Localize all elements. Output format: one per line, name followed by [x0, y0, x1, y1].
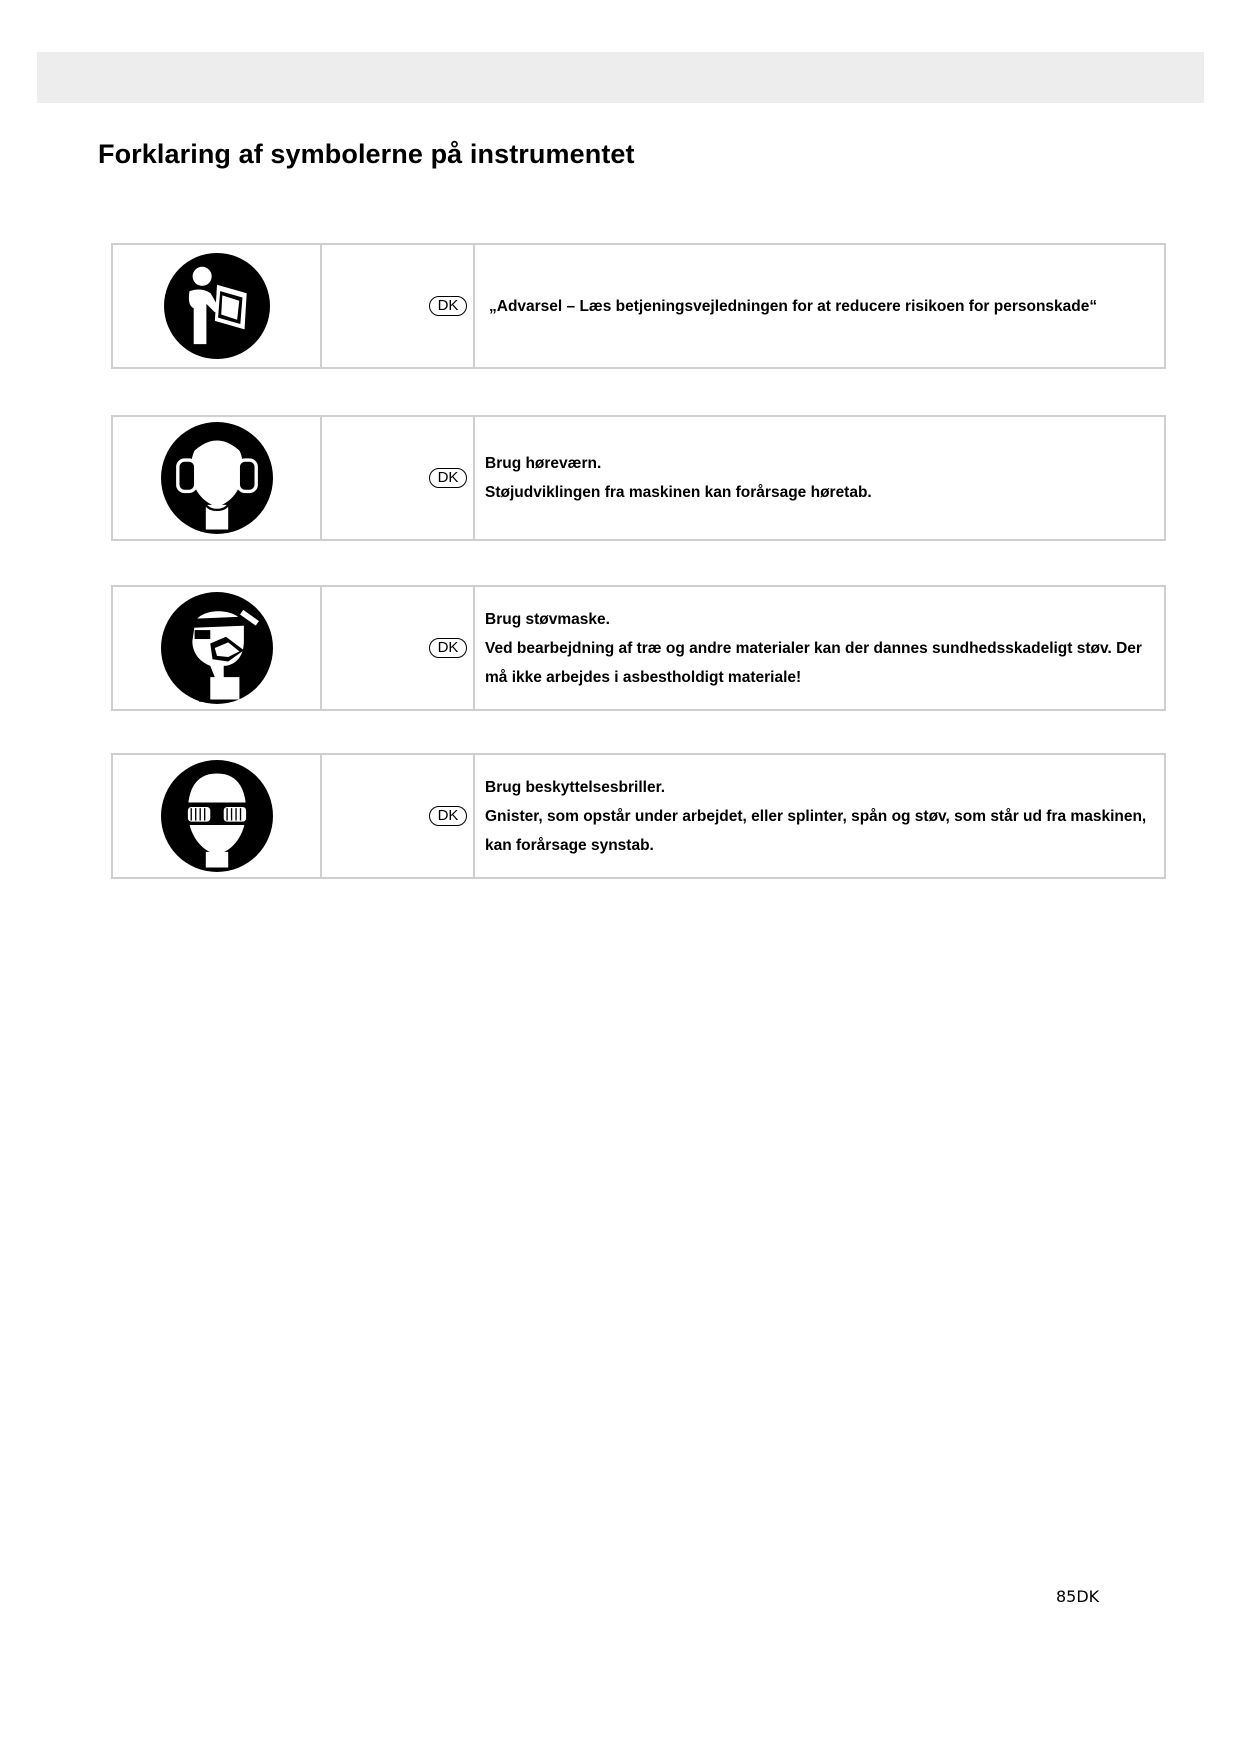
symbol-row-safety-goggles: [111, 753, 1166, 879]
page-number: 85DK: [1056, 1587, 1100, 1606]
description-cell: [475, 755, 1164, 877]
description-heading: „Advarsel – Læs betjeningsvejledningen for at reducere risikoen for personskade“: [489, 297, 1098, 315]
symbol-cell: [113, 245, 322, 367]
symbol-row-ear-protection: [111, 415, 1166, 541]
language-cell: [322, 245, 475, 367]
page-title: Forklaring af symbolerne på instrumentet: [98, 139, 635, 169]
description-body: Gnister, som opstår under arbejdet, eller splinter, spån og støv, som står ud fra maskinen, kan forårsage synstab.: [485, 807, 1147, 854]
description-cell: [475, 417, 1164, 539]
symbol-cell: [113, 587, 322, 709]
description-heading: Brug støvmaske.: [485, 610, 610, 628]
language-badge: DK: [429, 806, 467, 826]
symbol-row-read-manual: [111, 243, 1166, 369]
ear-protection-icon: [161, 422, 273, 534]
language-badge: DK: [429, 638, 467, 658]
dust-mask-icon: [161, 592, 273, 704]
language-badge: DK: [429, 468, 467, 488]
symbol-cell: [113, 755, 322, 877]
description-heading: Brug beskyttelsesbriller.: [485, 778, 666, 796]
language-badge: DK: [429, 296, 467, 316]
description-body: Støjudviklingen fra maskinen kan forårsage høretab.: [485, 484, 872, 501]
symbol-cell: [113, 417, 322, 539]
description-cell: [475, 245, 1164, 367]
safety-goggles-icon: [161, 760, 273, 872]
read-manual-icon: [164, 253, 270, 359]
description-heading: Brug høreværn.: [485, 455, 602, 472]
language-cell: [322, 587, 475, 709]
description-body: Ved bearbejdning af træ og andre materialer kan der dannes sundhedsskadeligt støv. Der må ikke arbejdes i asbestholdigt materiale!: [485, 639, 1142, 686]
language-cell: [322, 755, 475, 877]
header-bar: [37, 52, 1204, 103]
description-cell: [475, 587, 1164, 709]
symbol-row-dust-mask: [111, 585, 1166, 711]
language-cell: [322, 417, 475, 539]
